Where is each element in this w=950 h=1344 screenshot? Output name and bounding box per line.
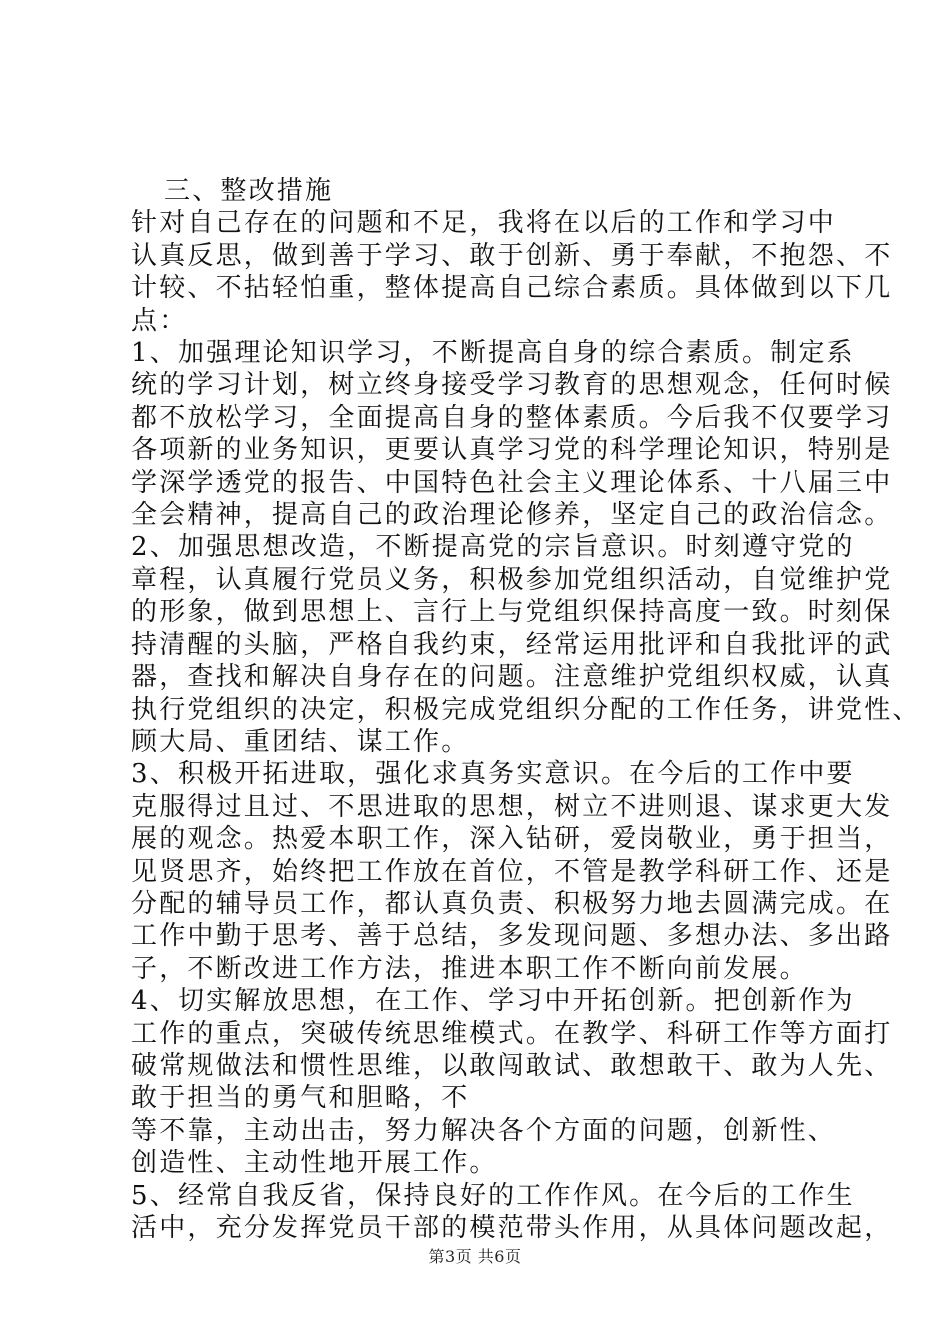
paragraph (131, 207, 893, 337)
paragraph-line: 等不靠，主动出击，努力解决各个方面的问题，创新性、 (131, 1115, 837, 1146)
paragraph (131, 337, 893, 531)
paragraph (131, 758, 893, 985)
paragraph-line: 4、切实解放思想，在工作、学习中开拓创新。把创新作为 (131, 986, 855, 1017)
paragraph-line: 1、加强理论知识学习，不断提高自身的综合素质。制定系 (131, 338, 855, 369)
paragraph-line: 3、积极开拓进取，强化求真务实意识。在今后的工作中要 (131, 759, 855, 790)
paragraph-line: 分配的辅导员工作，都认真负责、积极努力地去圆满完成。在 (131, 888, 893, 919)
paragraph-line: 都不放松学习，全面提高自身的整体素质。今后我不仅要学习 (131, 402, 893, 433)
paragraph (131, 1115, 856, 1180)
document-body (131, 175, 921, 1244)
paragraph-line: 展的观念。热爱本职工作，深入钻研，爱岗敬业，勇于担当， (131, 824, 893, 855)
paragraph-line: 章程，认真履行党员义务，积极参加党组织活动，自觉维护党 (131, 564, 893, 595)
paragraph-line: 点： (131, 305, 188, 336)
paragraph-line: 执行党组织的决定，积极完成党组织分配的工作任务，讲党性、 (131, 694, 921, 725)
paragraph-line: 5、经常自我反省，保持良好的工作作风。在今后的工作生 (131, 1180, 855, 1211)
paragraph-line: 2、加强思想改造，不断提高党的宗旨意识。时刻遵守党的 (131, 532, 855, 563)
paragraph-line: 创造性、主动性地开展工作。 (131, 1148, 498, 1179)
paragraph-line: 顾大局、重团结、谋工作。 (131, 726, 470, 757)
paragraph-line: 各项新的业务知识，更要认真学习党的科学理论知识，特别是 (131, 435, 893, 466)
paragraph-line: 全会精神，提高自己的政治理论修养，坚定自己的政治信念。 (131, 500, 893, 531)
paragraph-line: 活中，充分发挥党员干部的模范带头作用，从具体问题改起， (131, 1213, 893, 1243)
paragraph (131, 1180, 893, 1245)
paragraph (131, 985, 893, 1115)
page-number-footer: 第3页 共6页 (428, 1247, 522, 1266)
paragraph-line: 统的学习计划，树立终身接受学习教育的思想观念，任何时候 (131, 370, 893, 401)
paragraph-line: 学深学透党的报告、中国特色社会主义理论体系、十八届三中 (131, 467, 893, 498)
paragraph-line: 工作的重点，突破传统思维模式。在教学、科研工作等方面打 (131, 1018, 893, 1049)
paragraph-line: 持清醒的头脑，严格自我约束，经常运用批评和自我批评的武 (131, 629, 893, 660)
paragraph-line: 子，不断改进工作方法，推进本职工作不断向前发展。 (131, 953, 808, 984)
paragraph-line: 敢于担当的勇气和胆略，不 (131, 1083, 470, 1114)
paragraph-line: 针对自己存在的问题和不足，我将在以后的工作和学习中 (131, 208, 837, 239)
paragraph-line: 见贤思齐，始终把工作放在首位，不管是教学科研工作、还是 (131, 856, 893, 887)
paragraph-line: 认真反思，做到善于学习、敢于创新、勇于奉献，不抱怨、不 (131, 240, 893, 271)
paragraph-line: 克服得过且过、不思进取的思想，树立不进则退、谋求更大发 (131, 791, 893, 822)
paragraph-line: 工作中勤于思考、善于总结，多发现问题、多想办法、多出路 (131, 921, 893, 952)
section-heading: 三、整改措施 (164, 176, 334, 206)
paragraph-line: 破常规做法和惯性思维，以敢闯敢试、敢想敢干、敢为人先、 (131, 1050, 893, 1081)
paragraph-line: 计较、不拈轻怕重，整体提高自己综合素质。具体做到以下几 (131, 273, 893, 304)
paragraph-line: 的形象，做到思想上、言行上与党组织保持高度一致。时刻保 (131, 597, 893, 628)
paragraph-list (131, 207, 921, 1244)
paragraph (131, 531, 921, 758)
paragraph-line: 器，查找和解决自身存在的问题。注意维护党组织权威，认真 (131, 662, 893, 693)
